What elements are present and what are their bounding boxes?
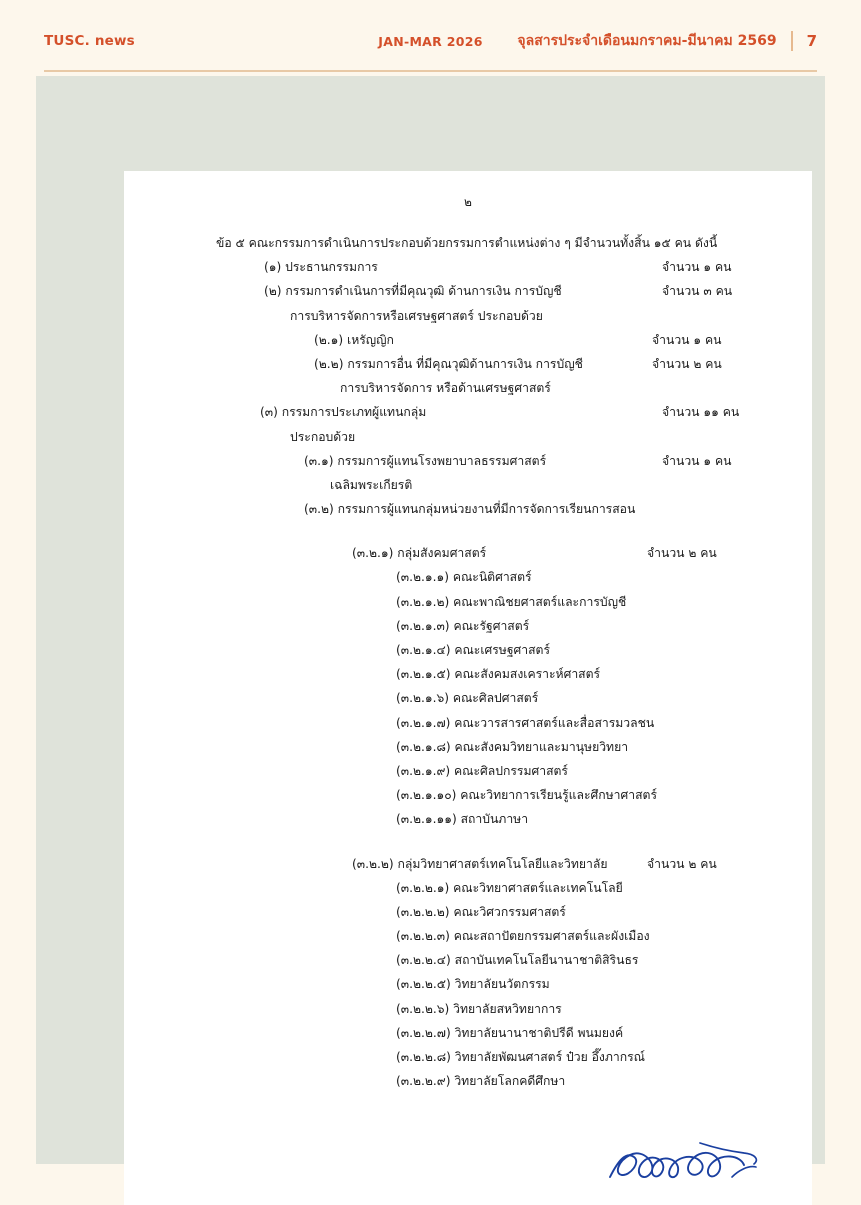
document-line-text: (๓.๒.๑.๓) คณะรัฐศาสตร์	[396, 618, 530, 633]
document-line-text: (๓.๒.๒.๖) วิทยาลัยสหวิทยาการ	[396, 1001, 562, 1016]
document-line	[124, 231, 812, 255]
document-line-text: (๓.๒.๒.๔) สถาบันเทคโนโลยีนานาชาติสิรินธร	[396, 953, 639, 968]
document-line-text: (๒) กรรมการดำเนินการที่มีคุณวุฒิ ด้านการเงิน การบัญชี	[264, 284, 562, 299]
header-content	[44, 30, 817, 52]
document-line-text: ประกอบด้วย	[290, 429, 356, 444]
brand-label: TUSC. news	[44, 33, 135, 49]
header-divider	[791, 31, 793, 51]
document-line-quantity: จำนวน ๑๑ คน	[662, 405, 740, 420]
document-line-text: (๓.๒.๑.๑๐) คณะวิทยาการเรียนรู้และศึกษาศาสตร์	[396, 788, 657, 803]
document-line	[124, 1069, 812, 1093]
document-line-text: การบริหารจัดการหรือเศรษฐศาสตร์ ประกอบด้วย	[290, 308, 543, 323]
document-line-quantity: จำนวน ๒ คน	[647, 856, 717, 871]
folio-number: ๒	[464, 195, 472, 209]
document-line	[124, 711, 812, 735]
document-line-text: ข้อ ๕ คณะกรรมการดำเนินการประกอบด้วยกรรมการตำแหน่งต่าง ๆ มีจำนวนทั้งสิ้น ๑๕ คน ดังนี้	[216, 236, 718, 250]
document-paper	[124, 171, 812, 1205]
document-line-quantity: จำนวน ๓ คน	[662, 284, 733, 299]
thai-issue-title: จุลสารประจำเดือนมกราคม-มีนาคม 2569	[517, 33, 777, 49]
document-line-text: การบริหารจัดการ หรือด้านเศรษฐศาสตร์	[340, 381, 551, 396]
document-line	[124, 948, 812, 972]
document-line	[124, 783, 812, 807]
document-line	[124, 924, 812, 948]
signature-mark	[604, 1131, 774, 1201]
document-line-quantity: จำนวน ๒ คน	[647, 546, 717, 561]
line-spacer	[124, 521, 812, 541]
document-body	[124, 171, 812, 1205]
issue-label: JAN-MAR 2026	[378, 33, 483, 49]
document-line-text: (๒.๑) เหรัญญิก	[314, 332, 394, 347]
document-line	[124, 972, 812, 996]
document-line	[124, 662, 812, 686]
document-line-text: (๓.๒.๑.๑) คณะนิติศาสตร์	[396, 570, 532, 585]
document-line	[124, 876, 812, 900]
document-line	[124, 686, 812, 710]
document-line-text: (๓.๒.๒.๑) คณะวิทยาศาสตร์และเทคโนโลยี	[396, 880, 623, 895]
document-line	[124, 852, 812, 876]
document-line-text: (๓.๒.๑.๒) คณะพาณิชยศาสตร์และการบัญชี	[396, 594, 627, 609]
document-line-text: (๓.๒.๑.๕) คณะสังคมสงเคราะห์ศาสตร์	[396, 667, 601, 682]
document-lines	[124, 231, 812, 1093]
document-line	[124, 352, 812, 376]
document-line	[124, 497, 812, 521]
document-line	[124, 638, 812, 662]
document-line	[124, 449, 812, 473]
document-line	[124, 900, 812, 924]
header-right-group	[517, 30, 817, 52]
document-line-text: (๓.๒.๒.๘) วิทยาลัยพัฒนศาสตร์ ป๋วย อึ๊งภากรณ์	[396, 1050, 645, 1064]
document-line-text: (๓.๒.๑.๔) คณะเศรษฐศาสตร์	[396, 643, 551, 657]
document-line	[124, 400, 812, 424]
document-line	[124, 376, 812, 400]
document-line-quantity: จำนวน ๑ คน	[652, 332, 722, 347]
document-line	[124, 425, 812, 449]
document-line-text: (๓.๒.๒.๓) คณะสถาปัตยกรรมศาสตร์และผังเมือง	[396, 929, 650, 944]
document-line-text: (๒.๒) กรรมการอื่น ที่มีคุณวุฒิด้านการเงิน การบัญชี	[314, 356, 583, 371]
line-spacer	[124, 832, 812, 852]
document-line	[124, 735, 812, 759]
document-line-quantity: จำนวน ๑ คน	[662, 260, 732, 275]
document-line	[124, 997, 812, 1021]
document-line	[124, 279, 812, 303]
document-line-text: (๓.๒.๑.๖) คณะศิลปศาสตร์	[396, 691, 539, 706]
document-line-text: (๓.๒.๑.๗) คณะวารสารศาสตร์และสื่อสารมวลชน	[396, 715, 655, 730]
document-line-quantity: จำนวน ๑ คน	[662, 453, 732, 468]
document-line-text: (๓.๒.๒) กลุ่มวิทยาศาสตร์เทคโนโลยีและวิทยาลัย	[352, 856, 608, 871]
document-line	[124, 1021, 812, 1045]
document-line	[124, 1045, 812, 1069]
header-rule	[44, 70, 817, 72]
document-line	[124, 473, 812, 497]
page-number: 7	[806, 32, 817, 50]
document-line-text: (๓.๒.๑) กลุ่มสังคมศาสตร์	[352, 546, 487, 561]
document-line	[124, 590, 812, 614]
document-line	[124, 807, 812, 831]
document-line-text: เฉลิมพระเกียรติ	[330, 477, 413, 492]
document-line	[124, 255, 812, 279]
document-line-text: (๓.๒.๒.๙) วิทยาลัยโลกคดีศึกษา	[396, 1074, 566, 1089]
document-line-quantity: จำนวน ๒ คน	[652, 356, 722, 371]
document-line-text: (๓.๒.๒.๕) วิทยาลัยนวัตกรรม	[396, 977, 550, 992]
document-line-text: (๓.๒.๑.๙) คณะศิลปกรรมศาสตร์	[396, 763, 568, 778]
document-line	[124, 328, 812, 352]
document-line	[124, 541, 812, 565]
document-line-text: (๓.๒.๒.๗) วิทยาลัยนานาชาติปรีดี พนมยงค์	[396, 1025, 624, 1040]
document-line-text: (๓.๒.๒.๒) คณะวิศวกรรมศาสตร์	[396, 904, 566, 919]
document-line-text: (๓.๑) กรรมการผู้แทนโรงพยาบาลธรรมศาสตร์	[304, 453, 547, 468]
document-line	[124, 759, 812, 783]
document-line-text: (๓.๒.๑.๑๑) สถาบันภาษา	[396, 812, 529, 827]
document-line-text: (๑) ประธานกรรมการ	[264, 260, 378, 275]
document-line-text: (๓.๒.๑.๘) คณะสังคมวิทยาและมานุษยวิทยา	[396, 739, 629, 754]
document-line-text: (๓.๒) กรรมการผู้แทนกลุ่มหน่วยงานที่มีการจัดการเรียนการสอน	[304, 502, 636, 517]
document-line	[124, 565, 812, 589]
document-line	[124, 614, 812, 638]
document-line-text: (๓) กรรมการประเภทผู้แทนกลุ่ม	[260, 405, 427, 420]
document-backdrop	[36, 76, 825, 1164]
newsletter-header	[0, 0, 861, 72]
document-line	[124, 304, 812, 328]
